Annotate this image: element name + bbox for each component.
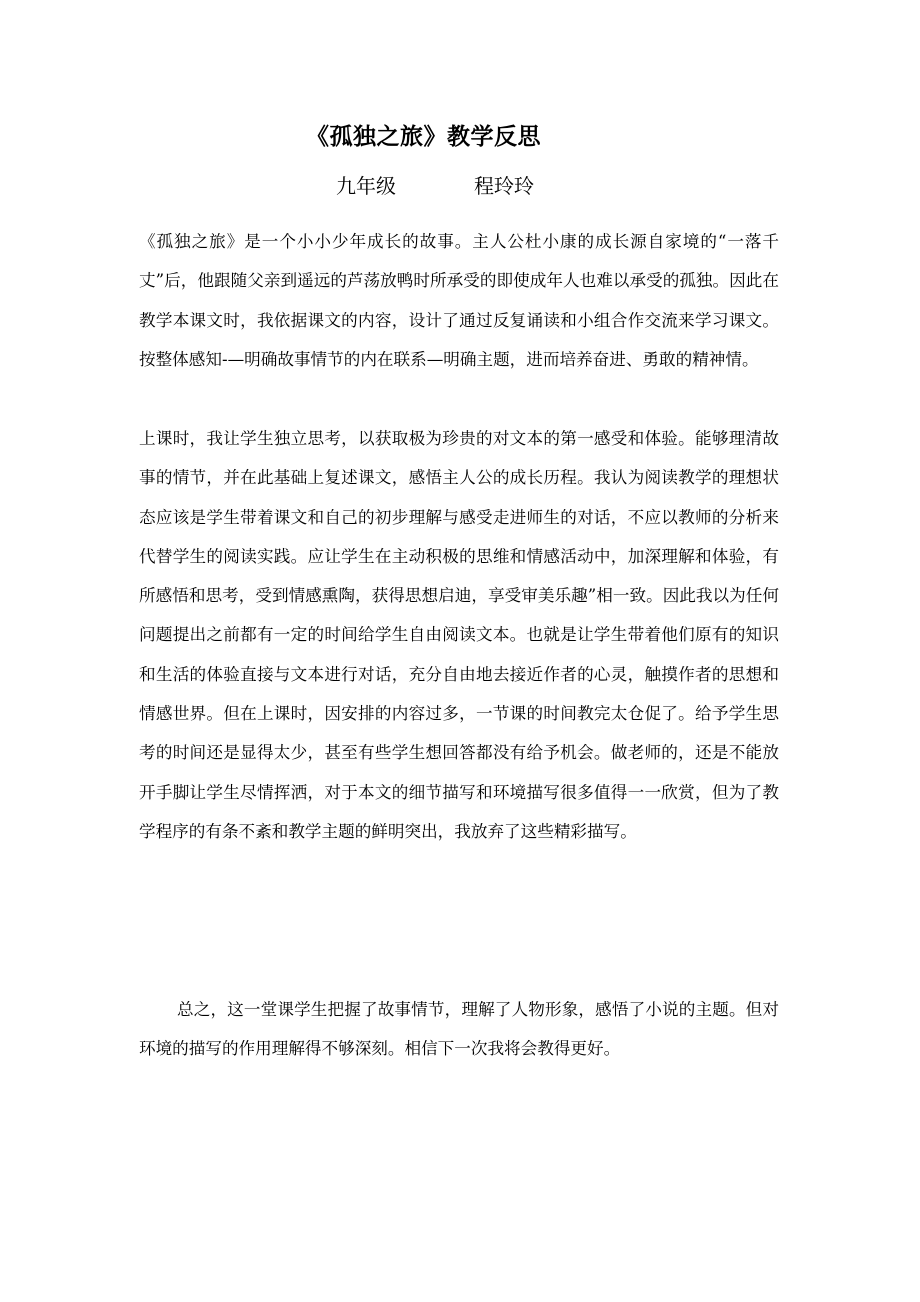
paragraph-summary: 总之，这一堂课学生把握了故事情节，理解了人物形象，感悟了小说的主题。但对环境的描写的作用理解得不够深刻。相信下一次我将会教得更好。 (139, 1000, 779, 1059)
document-title: 《孤独之旅》教学反思 (306, 123, 541, 150)
author-grade: 九年级 (336, 174, 396, 198)
paragraph-intro: 《孤独之旅》是一个小小少年成长的故事。主人公杜小康的成长源自家境的“一落千丈”后，他跟随父亲到遥远的芦荡放鸭时所承受的即使成年人也难以承受的孤独。因此在教学本课文时，我依据课文的内容，设计了通过反复诵读和小组合作交流来学习课文。按整体感知-—明确故事情节的内在联系—明确主题，进而培养奋进、勇敢的精神情。 (139, 232, 779, 369)
author-name: 程玲玲 (474, 174, 534, 198)
paragraph-reflection: 上课时，我让学生独立思考，以获取极为珍贵的对文本的第一感受和体验。能够理清故事的情节，并在此基础上复述课文，感悟主人公的成长历程。我认为阅读教学的理想状态应该是学生带着课文和自己的初步理解与感受走进师生的对话，不应以教师的分析来代替学生的阅读实践。应让学生在主动积极的思维和情感活动中，加深理解和体验，有所感悟和思考，受到情感熏陶，获得思想启迪，享受审美乐趣”相一致。因此我以为任何问题提出之前都有一定的时间给学生自由阅读文本。也就是让学生带着他们原有的知识和生活的体验直接与文本进行对话，充分自由地去接近作者的心灵，触摸作者的思想和情感世界。但在上课时，因安排的内容过多，一节课的时间教完太仓促了。给予学生思考的时间还是显得太少，甚至有些学生想回答都没有给予机会。做老师的，还是不能放开手脚让学生尽情挥洒，对于本文的细节描写和环境描写很多值得一一欣赏，但为了教学程序的有条不紊和教学主题的鲜明突出，我放弃了这些精彩描写。 (139, 429, 779, 841)
